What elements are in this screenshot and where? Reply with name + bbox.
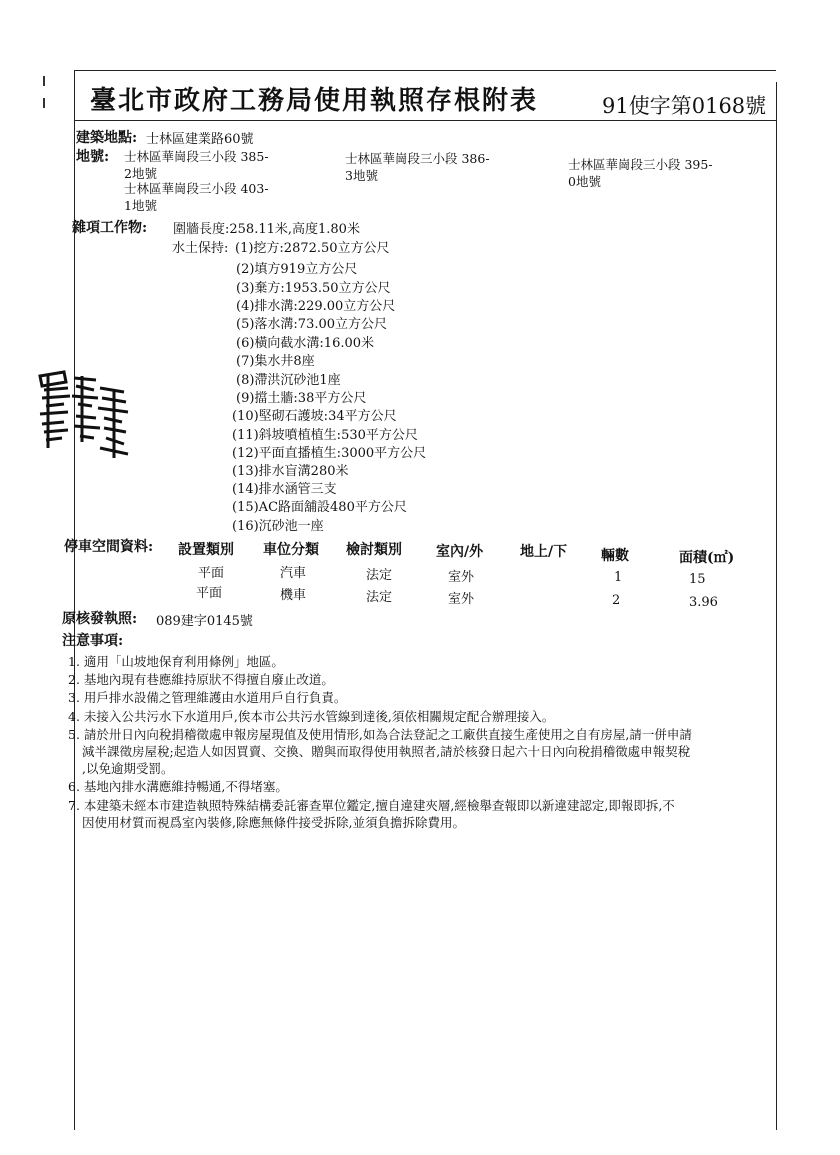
soil-item: (2)填方919立方公尺 (236, 262, 358, 277)
parking-cell: 汽車 (280, 566, 307, 581)
binding-mark (43, 76, 45, 86)
soil-item: (9)擋土牆:38平方公尺 (236, 391, 367, 406)
soil-item: (13)排水盲溝280米 (232, 464, 349, 479)
misc-works-label: 雜項工作物: (72, 220, 148, 236)
parking-cell: 3.96 (689, 595, 718, 610)
parking-header: 輛數 (601, 548, 629, 564)
soil-item: (7)集水井8座 (236, 354, 315, 369)
soil-item: (14)排水涵管三支 (232, 482, 337, 497)
parking-cell: 15 (689, 572, 706, 587)
soil-conservation-label: 水土保持: (172, 241, 229, 256)
parking-cell: 室外 (448, 570, 475, 585)
parking-cell: 2 (612, 593, 621, 608)
soil-item: (5)落水溝:73.00立方公尺 (236, 317, 388, 332)
soil-item: (1)挖方:2872.50立方公尺 (235, 241, 390, 256)
soil-item: (6)橫向截水溝:16.00米 (236, 336, 375, 351)
parking-header: 設置類別 (178, 542, 234, 558)
notes-title: 注意事項: (62, 633, 124, 649)
lot-entry: 士林區華崗段三小段 403- 1地號 (124, 181, 269, 213)
note-item: 1. 適用「山坡地保育利用條例」地區。 (68, 654, 284, 669)
lot-label: 地號: (76, 149, 110, 165)
note-item: 4. 未接入公共污水下水道用戶,俟本市公共污水管線到達後,須依相關規定配合辦理接入。 (68, 709, 555, 724)
lot-entry: 士林區華崗段三小段 395- 0地號 (568, 157, 713, 189)
soil-item: (12)平面直播植生:3000平方公尺 (232, 446, 427, 461)
note-item: 2. 基地內現有巷應維持原狀不得擅自廢止改道。 (68, 672, 334, 687)
soil-item: (10)堅砌石護坡:34平方公尺 (232, 409, 397, 424)
address-value: 士林區建業路60號 (146, 132, 254, 147)
original-permit-value: 089建字0145號 (156, 614, 253, 629)
note-item: 7. 本建築未經本市建造執照特殊結構委託審查單位鑑定,擅自違建夾層,經檢舉查報即以新違建認定,即報即拆,不 因使用材質而視爲室內裝修,除應無條件接受拆除,並須負擔拆除費用。 (68, 798, 675, 830)
soil-item: (4)排水溝:229.00立方公尺 (236, 299, 396, 314)
parking-header: 檢討類別 (346, 542, 402, 558)
parking-cell: 法定 (366, 590, 393, 605)
soil-item: (15)AC路面舖設480平方公尺 (232, 500, 407, 515)
parking-cell: 法定 (366, 568, 393, 583)
parking-cell: 1 (614, 570, 623, 585)
soil-item: (11)斜坡噴植植生:530平方公尺 (232, 428, 418, 443)
title-divider (74, 120, 776, 121)
note-item: 6. 基地內排水溝應維持暢通,不得堵塞。 (68, 779, 288, 794)
parking-header: 地上/下 (520, 544, 568, 560)
note-item: 3. 用戶排水設備之管理維護由水道用戶自行負責。 (68, 690, 347, 705)
parking-cell: 室外 (448, 592, 475, 607)
lot-entry: 士林區華崗段三小段 385- 2地號 (124, 149, 269, 181)
soil-item: (16)沉砂池一座 (232, 519, 324, 534)
binding-mark (43, 98, 45, 108)
parking-cell: 平面 (196, 586, 223, 601)
parking-label: 停車空間資料: (64, 539, 154, 555)
page-title: 臺北市政府工務局使用執照存根附表 (90, 86, 539, 116)
note-item: 5. 請於卅日內向稅捐稽徵處申報房屋現值及使用情形,如為合法登記之工廠供直接生產使用之自有房屋,請一併申請 減半課徵房屋稅;起造人如因買賣、交換、贈與而取得使用執照者,請於核發日起六十日內向稅捐稽徵處申報契稅 ,以免逾期受罰。 (68, 727, 692, 776)
parking-header: 面積(㎡) (679, 550, 735, 566)
parking-cell: 機車 (280, 588, 307, 603)
parking-cell: 平面 (198, 566, 225, 581)
original-permit-label: 原核發執照: (62, 611, 138, 627)
soil-item: (8)滯洪沉砂池1座 (236, 373, 341, 388)
permit-number: 91使字第0168號 (602, 94, 767, 118)
parking-header: 室內/外 (436, 544, 484, 560)
seal-stamp-icon (34, 368, 134, 464)
wall-spec: 圍牆長度:258.11米,高度1.80米 (173, 222, 360, 237)
address-label: 建築地點: (76, 130, 138, 146)
frame-right-border (776, 82, 777, 1130)
lot-entry: 士林區華崗段三小段 386- 3地號 (345, 151, 490, 183)
frame-top-border (74, 70, 776, 71)
soil-item: (3)棄方:1953.50立方公尺 (236, 281, 391, 296)
parking-header: 車位分類 (263, 542, 319, 558)
